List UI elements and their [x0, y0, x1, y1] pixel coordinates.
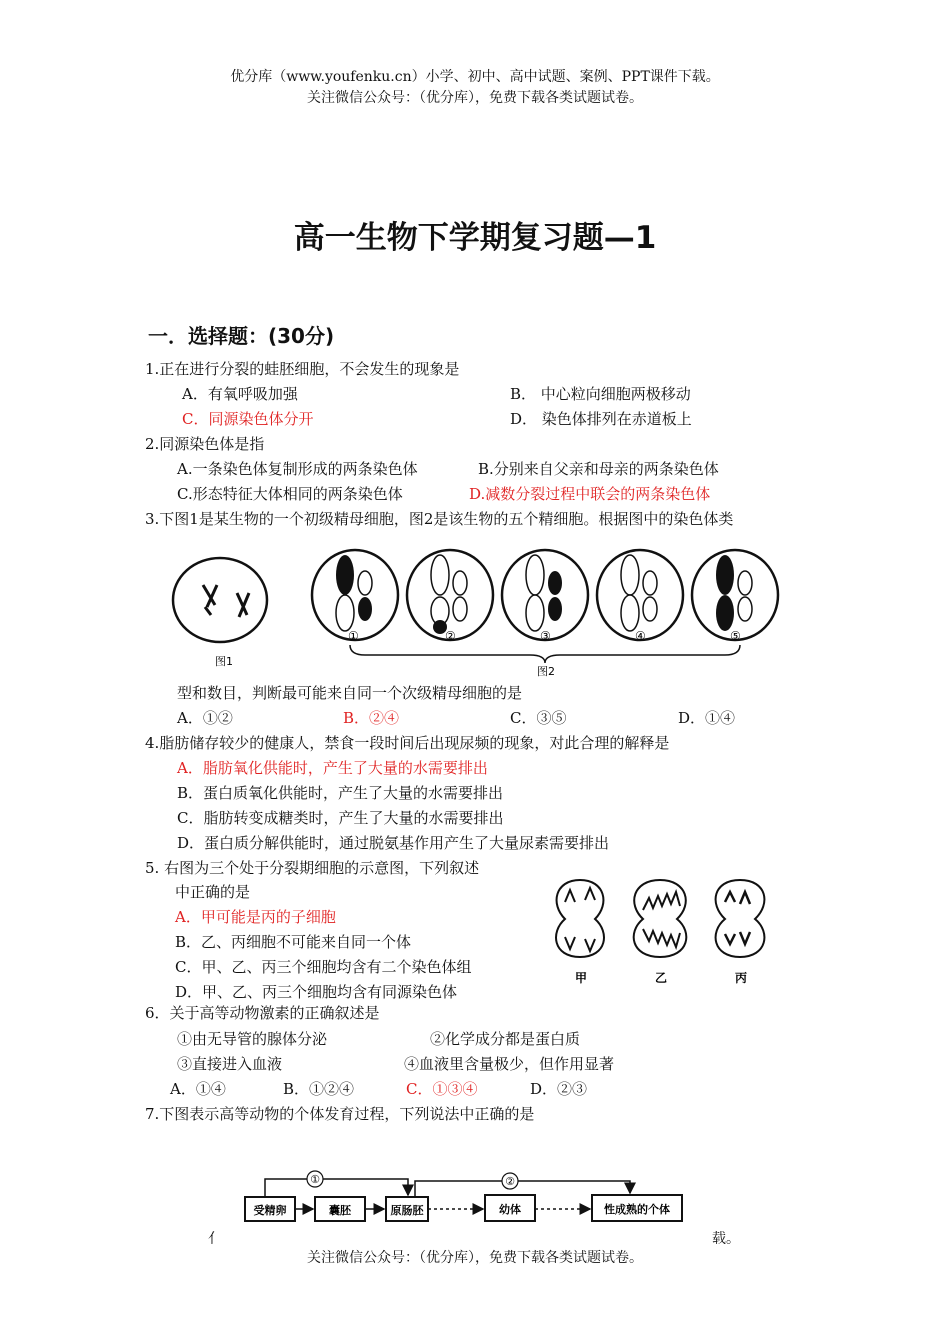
q5-option-d: D．甲、乙、丙三个细胞均含有同源染色体 — [175, 983, 458, 1001]
q2-option-a: A.一条染色体复制形成的两条染色体 — [177, 460, 418, 478]
cell-label-3: ③ — [540, 629, 551, 643]
cell-label-4: ④ — [635, 629, 646, 643]
q1-option-d: D． 染色体排列在赤道板上 — [510, 410, 692, 428]
label-bing: 丙 — [735, 971, 748, 985]
q2-option-c: C.形态特征大体相同的两条染色体 — [177, 485, 403, 503]
q5-figure — [545, 872, 775, 990]
box-label-blastula: 囊胚 — [329, 1204, 351, 1217]
q2-stem: 2.同源染色体是指 — [145, 435, 265, 453]
footer-line: 关注微信公众号：（优分库），免费下载各类试题试卷。 — [307, 1250, 643, 1266]
cell-label-5: ⑤ — [730, 629, 741, 643]
q6-option-b: B．①②④ — [283, 1080, 355, 1098]
box-label-larva: 幼体 — [499, 1203, 521, 1216]
q7-stem: 7.下图表示高等动物的个体发育过程，下列说法中正确的是 — [145, 1105, 535, 1123]
header-line-2: 关注微信公众号：（优分库），免费下载各类试题试卷。 — [307, 90, 643, 106]
box-label-adult: 性成熟的个体 — [604, 1203, 670, 1216]
q3-option-b: B．②④ — [343, 709, 400, 727]
cell-5 — [692, 550, 778, 640]
q5-option-a: A．甲可能是丙的子细胞 — [175, 908, 336, 926]
cell-2 — [407, 550, 493, 640]
section-heading: 一．选择题：(30分) — [148, 324, 335, 348]
q4-stem: 4.脂肪储存较少的健康人，禁食一段时间后出现尿频的现象，对此合理的解释是 — [145, 734, 670, 752]
q6-option-a: A．①④ — [170, 1080, 226, 1098]
figure2-label: 图2 — [537, 665, 555, 678]
q4-option-c: C．脂肪转变成糖类时，产生了大量的水需要排出 — [177, 809, 504, 827]
q4-option-b: B．蛋白质氧化供能时，产生了大量的水需要排出 — [177, 784, 504, 802]
figure2-brace — [350, 645, 740, 663]
footer-right-fragment: 载。 — [712, 1231, 740, 1247]
label-jia: 甲 — [575, 971, 588, 985]
q3-stem: 3.下图1是某生物的一个初级精母细胞，图2是该生物的五个精细胞。根据图中的染色体类 — [145, 510, 734, 528]
cell-1 — [312, 550, 398, 640]
q5-stem-cont: 中正确的是 — [175, 883, 251, 901]
q6-option-c: C．①③④ — [406, 1080, 478, 1098]
header-line-1: 优分库（www.youfenku.cn）小学、初中、高中试题、案例、PPT课件下载。 — [230, 69, 720, 85]
cell-bing — [716, 880, 765, 957]
q6-option-d: D．②③ — [530, 1080, 588, 1098]
q6-item-3: ③直接进入血液 — [177, 1055, 283, 1073]
cell-label-1: ① — [348, 629, 359, 643]
cell-yi — [634, 880, 687, 957]
q5-stem: 5. 右图为三个处于分裂期细胞的示意图，下列叙述 — [145, 859, 480, 877]
footer-left-fragment: 亻 — [208, 1231, 222, 1247]
q6-stem: 6．关于高等动物激素的正确叙述是 — [145, 1004, 380, 1022]
q3-figure — [165, 545, 805, 680]
q6-item-1: ①由无导管的腺体分泌 — [177, 1030, 328, 1048]
q3-option-a: A．①② — [177, 709, 233, 727]
q6-item-2: ②化学成分都是蛋白质 — [430, 1030, 581, 1048]
cell-4 — [597, 550, 683, 640]
q1-option-c: C．同源染色体分开 — [182, 410, 314, 428]
box-label-zygote: 受精卵 — [253, 1204, 287, 1217]
q2-option-b: B.分别来自父亲和母亲的两条染色体 — [478, 460, 719, 478]
page-title: 高一生物下学期复习题—1 — [293, 220, 657, 256]
cell-jia — [556, 880, 604, 957]
q6-item-4: ④血液里含量极少，但作用显著 — [404, 1055, 615, 1073]
label-yi: 乙 — [655, 971, 668, 985]
mark-2: ② — [505, 1175, 515, 1188]
q4-option-a: A．脂肪氧化供能时，产生了大量的水需要排出 — [177, 759, 488, 777]
q4-option-d: D．蛋白质分解供能时，通过脱氨基作用产生了大量尿素需要排出 — [177, 834, 610, 852]
q1-option-b: B． 中心粒向细胞两极移动 — [510, 385, 691, 403]
q2-option-d: D.减数分裂过程中联会的两条染色体 — [469, 485, 711, 503]
q1-stem: 1.正在进行分裂的蛙胚细胞，不会发生的现象是 — [145, 360, 460, 378]
cell-label-2: ② — [445, 629, 456, 643]
q7-flow-diagram — [240, 1163, 700, 1225]
q3-option-c: C．③⑤ — [510, 709, 567, 727]
q5-option-c: C．甲、乙、丙三个细胞均含有二个染色体组 — [175, 958, 472, 976]
q3-option-d: D．①④ — [678, 709, 736, 727]
figure1-label: 图1 — [215, 655, 233, 668]
q5-option-b: B．乙、丙细胞不可能来自同一个体 — [175, 933, 412, 951]
box-label-gastrula: 原肠胚 — [390, 1204, 424, 1217]
q3-stem-cont: 型和数目，判断最可能来自同一个次级精母细胞的是 — [177, 684, 523, 702]
q1-option-a: A．有氧呼吸加强 — [182, 385, 298, 403]
figure1-primary-spermatocyte — [173, 558, 267, 642]
mark-1: ① — [310, 1173, 320, 1186]
cell-3 — [502, 550, 588, 640]
